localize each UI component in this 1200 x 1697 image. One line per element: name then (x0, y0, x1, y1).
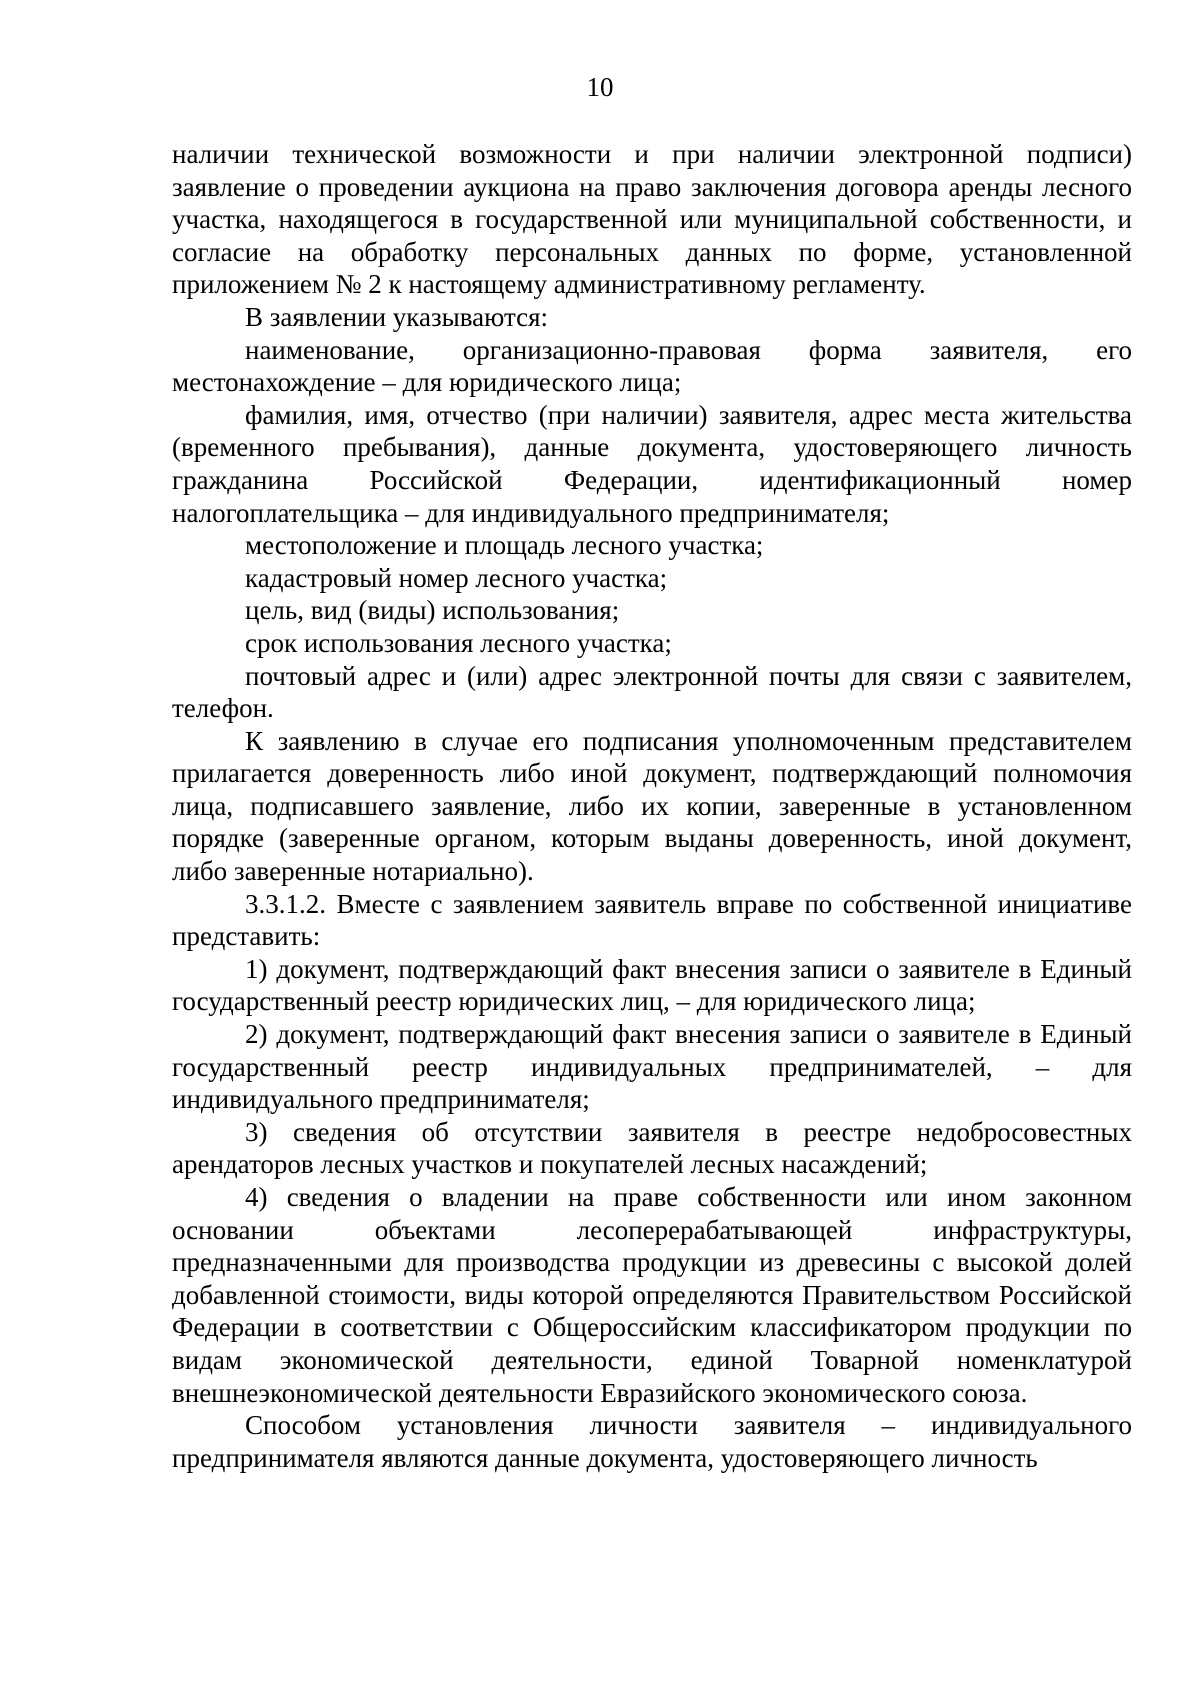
document-body (172, 138, 1132, 1474)
paragraph-power-of-attorney: К заявлению в случае его подписания уполномоченным представителем прилагается доверенность либо иной документ, подтверждающий полномочия лица, подписавшего заявление, либо их копии, заверенные в установленном порядке (заверенные органом, которым выданы доверенность, иной документ, либо заверенные нотариально). (172, 725, 1132, 887)
list-item-3: 3) сведения об отсутствии заявителя в реестре недобросовестных арендаторов лесных участков и покупателей лесных насаждений; (172, 1116, 1132, 1180)
paragraph-cadastral-number: кадастровый номер лесного участка; (245, 562, 668, 593)
paragraph-contact-address: почтовый адрес и (или) адрес электронной почты для связи с заявителем, телефон. (172, 660, 1132, 724)
list-item-4: 4) сведения о владении на праве собственности или ином законном основании объектами лесоперерабатывающей инфраструктуры, предназначенными для производства продукции из древесины с высокой долей добавленной стоимости, виды которой определяются Правительством Российской Федерации в соответствии с Общероссийским классификатором продукции по видам экономической деятельности, единой Товарной номенклатурой внешнеэкономической деятельности Евразийского экономического союза. (172, 1182, 1132, 1408)
list-item-1: 1) документ, подтверждающий факт внесения записи о заявителе в Единый государственный реестр юридических лиц, – для юридического лица; (172, 953, 1132, 1017)
page-number: 10 (586, 72, 614, 102)
paragraph-legal-entity-details: наименование, организационно-правовая форма заявителя, его местонахождение – для юридического лица; (172, 334, 1132, 398)
paragraph-section-3-3-1-2: 3.3.1.2. Вместе с заявлением заявитель вправе по собственной инициативе представить: (172, 888, 1132, 952)
paragraph-continuation: наличии технической возможности и при наличии электронной подписи) заявление о проведении аукциона на право заключения договора аренды лесного участка, находящегося в государственной или муниципальной собственности, и согласие на обработку персональных данных по форме, установленной приложением № 2 к настоящему административному регламенту. (172, 139, 1132, 300)
paragraph-identity-method: Способом установления личности заявителя – индивидуального предпринимателя являются данные документа, удостоверяющего личность (172, 1410, 1132, 1473)
list-item-2: 2) документ, подтверждающий факт внесения записи о заявителе в Единый государственный реестр индивидуальных предпринимателей, – для индивидуального предпринимателя; (172, 1019, 1132, 1115)
paragraph-purpose-use: цель, вид (виды) использования; (245, 595, 620, 626)
paragraph-application-contents-heading: В заявлении указываются: (245, 301, 548, 332)
paragraph-term-of-use: срок использования лесного участка; (245, 627, 672, 658)
paragraph-location-area: местоположение и площадь лесного участка; (245, 530, 764, 561)
paragraph-entrepreneur-details: фамилия, имя, отчество (при наличии) заявителя, адрес места жительства (временного пребывания), данные документа, удостоверяющего личность гражданина Российской Федерации, идентификационный номер налогоплательщика – для индивидуального предпринимателя; (172, 399, 1132, 528)
